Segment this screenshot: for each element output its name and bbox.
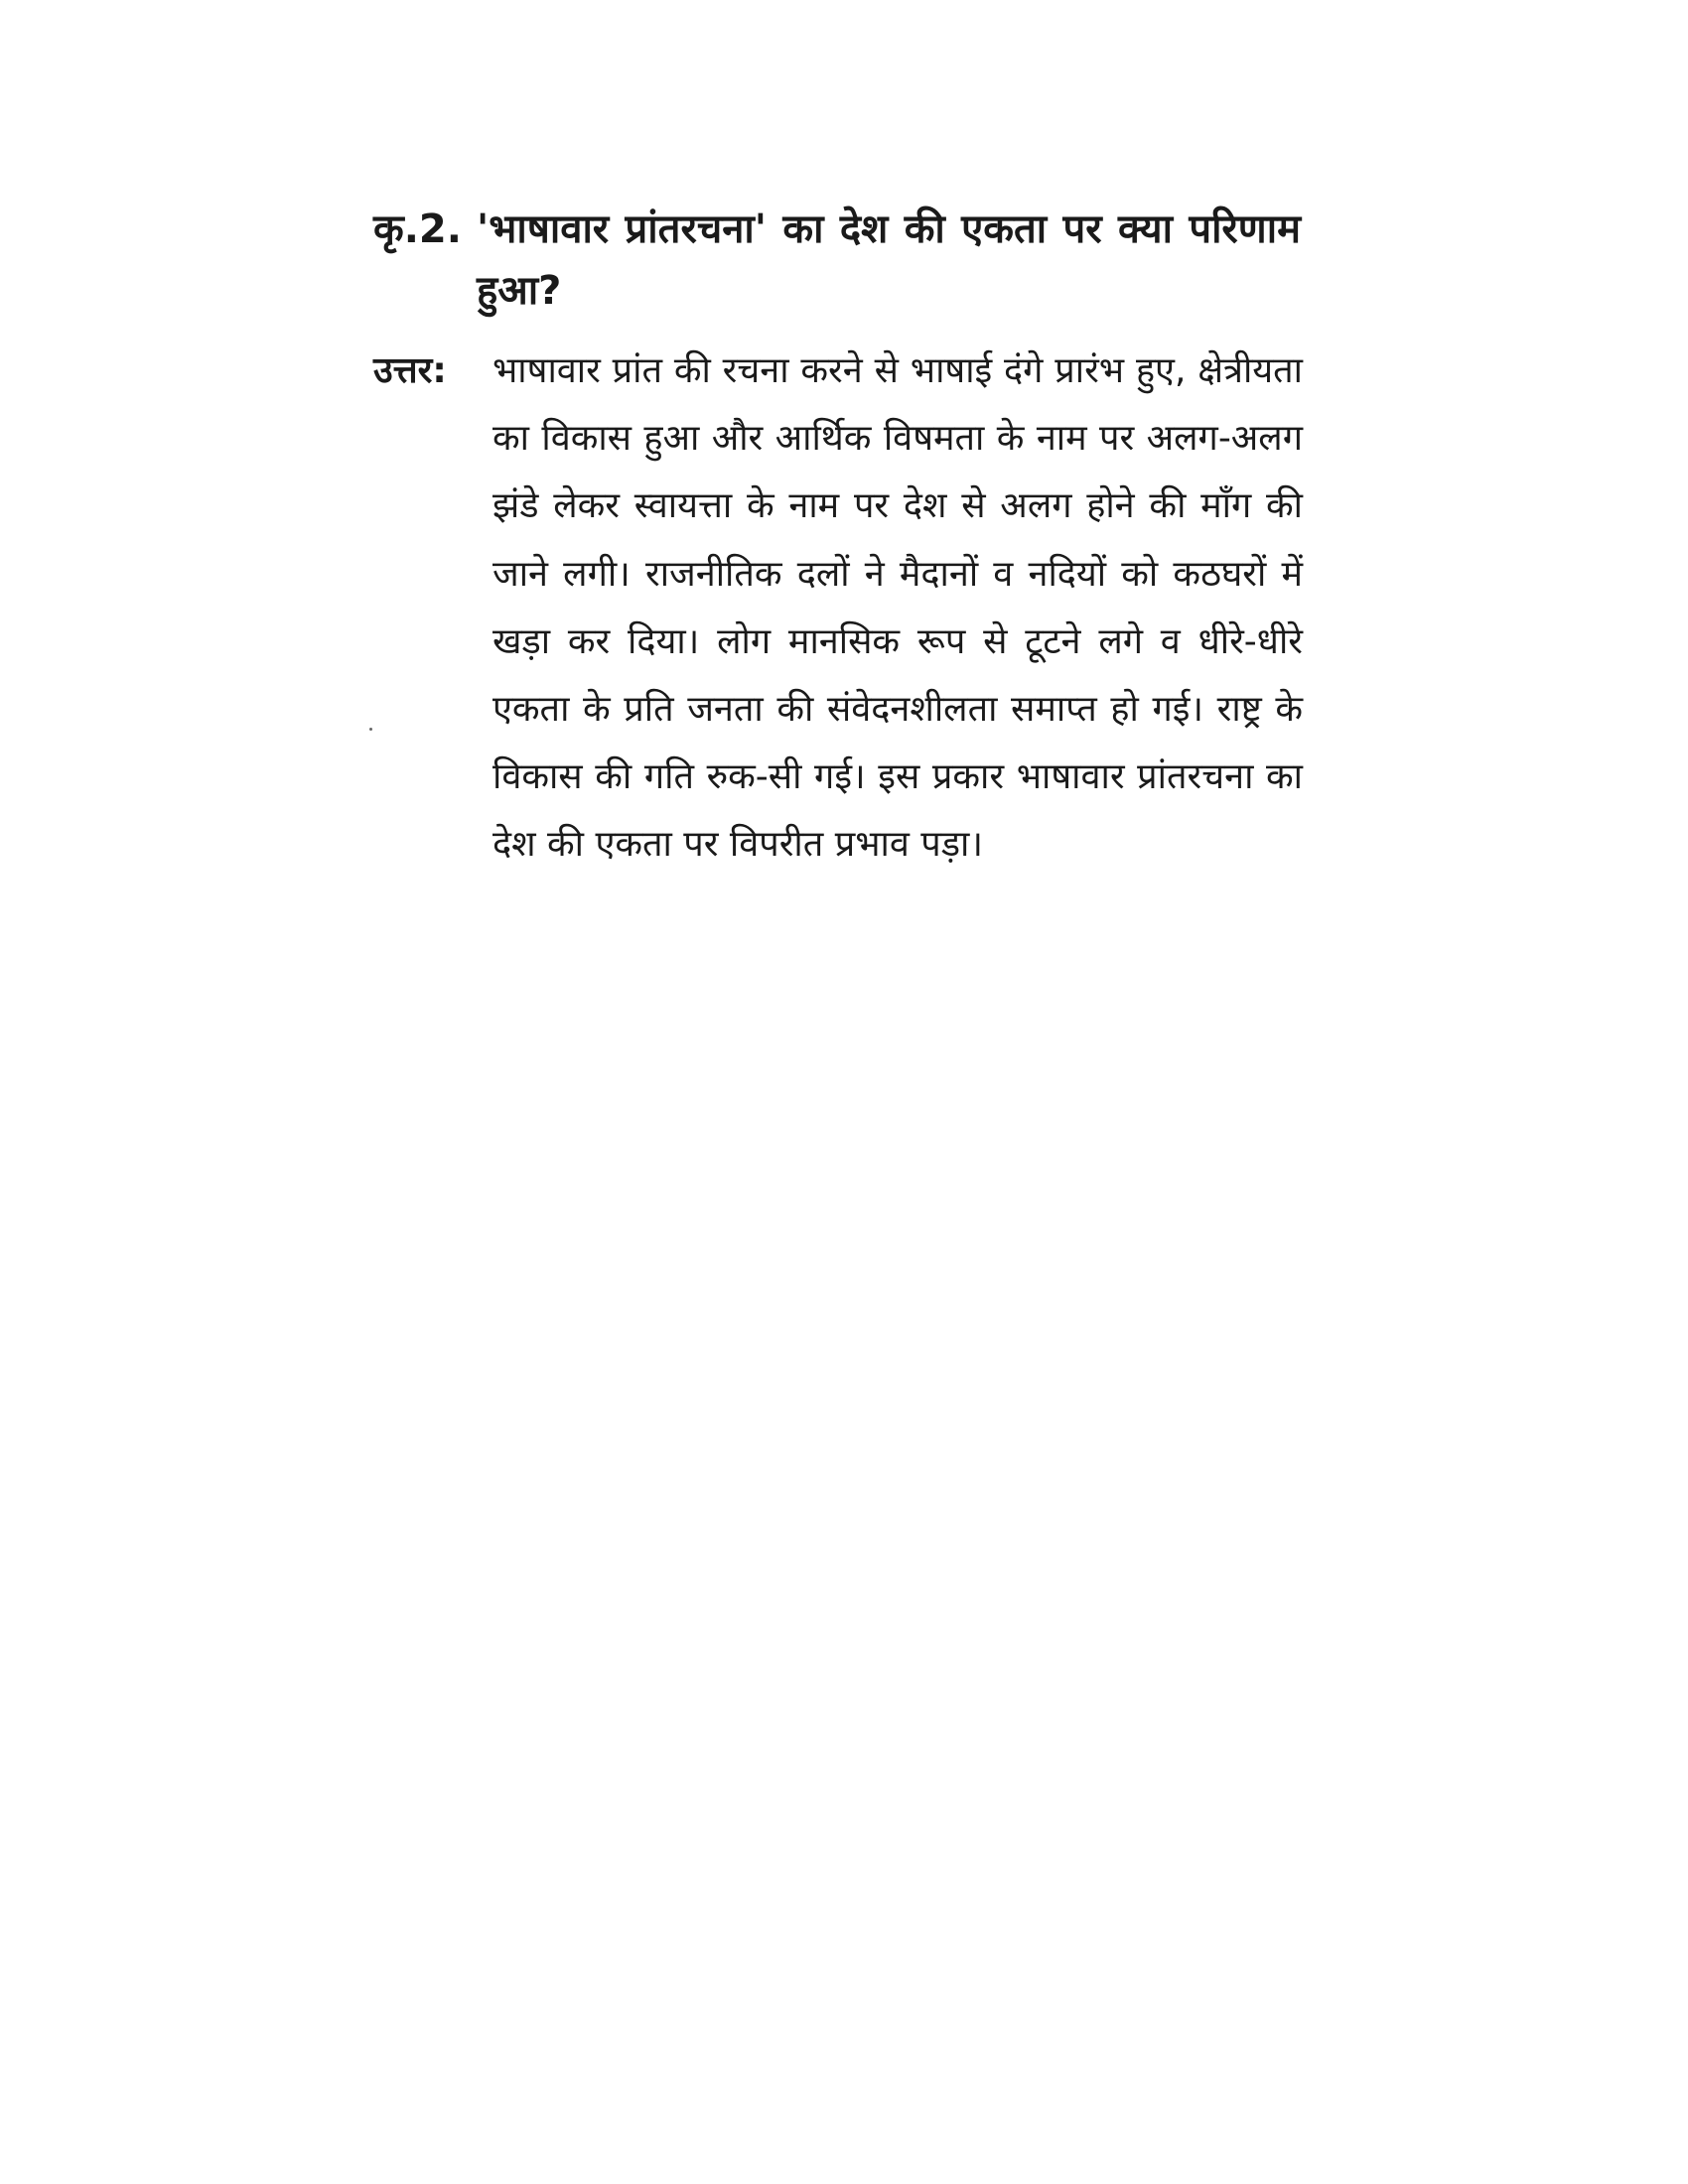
question-block	[373, 199, 1317, 322]
question-text: 'भाषावार प्रांतरचना' का देश की एकता पर क्या परिणाम हुआ?	[477, 206, 1301, 314]
answer-text: भाषावार प्रांत की रचना करने से भाषाई दंगे प्रारंभ हुए, क्षेत्रीयता का विकास हुआ और आर्थिक विषमता के नाम पर अलग-अलग झंडे लेकर स्वायत्ता के नाम पर देश से अलग होने की माँग की जाने लगी। राजनीतिक दलों ने मैदानों व नदियों को कठघरों में खड़ा कर दिया। लोग मानसिक रूप से टूटने लगे व धीरे-धीरे एकता के प्रति जनता की संवेदनशीलता समाप्त हो गई। राष्ट्र के विकास की गति रुक-सी गई। इस प्रकार भाषावार प्रांतरचना का देश की एकता पर विपरीत प्रभाव पड़ा।	[492, 350, 1303, 866]
scan-speck	[369, 728, 372, 731]
answer-label: उत्तर:	[373, 350, 447, 391]
answer-block	[373, 338, 1317, 880]
question-number: कृ.2.	[373, 206, 462, 252]
